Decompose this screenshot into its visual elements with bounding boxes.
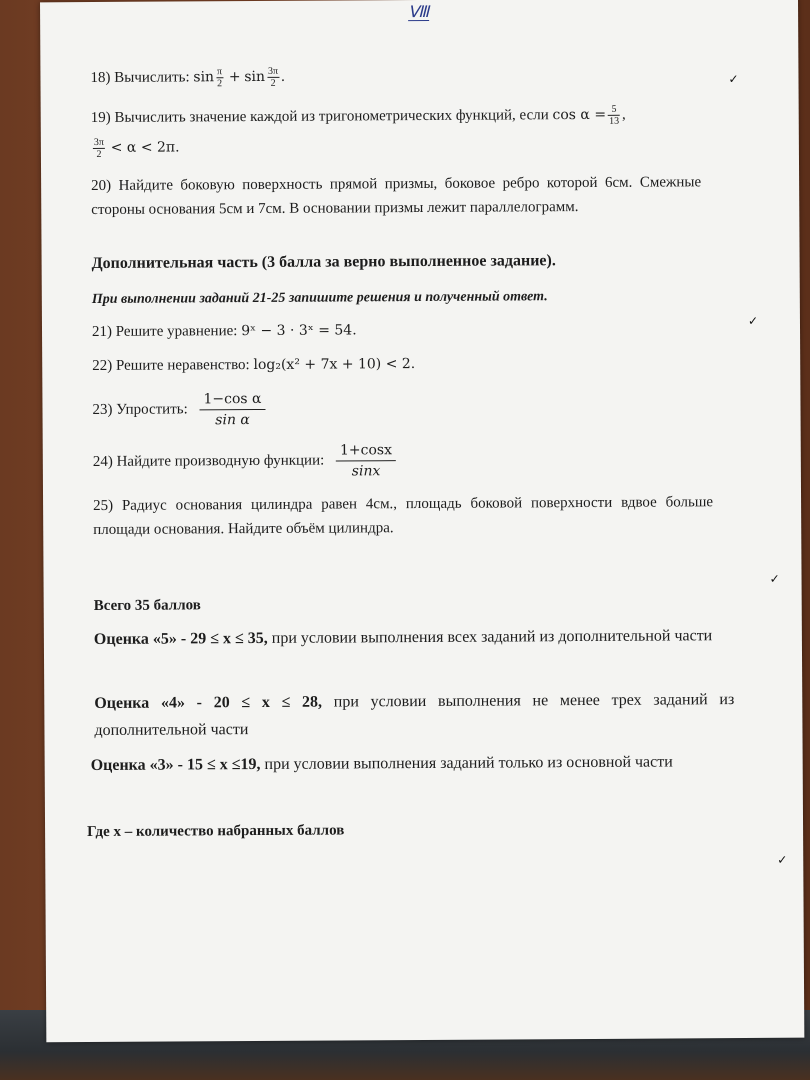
task-19-cos: cos α = xyxy=(552,106,607,124)
extra-instruction: При выполнении заданий 21-25 запишите решения и полученный ответ. xyxy=(91,289,548,308)
task-24 xyxy=(93,438,703,483)
task-25: 25) Радиус основания цилиндра равен 4см., площадь боковой поверхности вдвое больше площади основания. Найдите объём цилиндра. xyxy=(93,494,714,538)
task-19-range-frac: $\frac{3\pi}{2}$ xyxy=(93,136,104,161)
task-18-frac-a: $\frac{\pi}{2}$ xyxy=(216,66,223,90)
task-18-sin-a: sin xyxy=(193,69,215,86)
grade-5 xyxy=(94,622,734,653)
task-21-label: 21) Решите уравнение: xyxy=(91,323,238,341)
extra-heading: Дополнительная часть (3 балла за верно выполненное задание). xyxy=(91,252,556,273)
task-24-fraction: $\frac{1+\cos x}{\sin x}$ xyxy=(336,440,396,481)
task-18-plus: + xyxy=(228,69,241,86)
task-19-range-rest: < α < 2π. xyxy=(110,139,180,156)
grade-4-condition: при условии выполнения не менее трех заданий из дополнительной части xyxy=(94,691,735,739)
task-21 xyxy=(92,316,702,344)
task-22-label: 22) Решите неравенство: xyxy=(92,357,250,375)
task-19: 19) Вычислить значение каждой из тригонометрических функций, если cos α = $\frac{5}{13}$ , xyxy=(90,103,626,127)
task-23-label: 23) Упростить: xyxy=(92,401,188,418)
task-18: 18) Вычислить: sin $\frac{\pi}{2}$ + sin $\frac{3\pi}{2}$ . xyxy=(90,65,285,90)
grade-4-criteria: Оценка «4» - 20 ≤ x ≤ 28, xyxy=(94,693,323,712)
grade-3 xyxy=(91,748,741,779)
header-mark: Ⅷ xyxy=(408,3,430,22)
task-23-fraction: $\frac{\text{1−cos α}}{\text{sin α}}$ xyxy=(199,389,265,430)
grade-4 xyxy=(94,686,734,744)
task-19-label: 19) Вычислить значение каждой из тригонометрических функций, если xyxy=(90,107,549,127)
grade-3-criteria: Оценка «3» - 15 ≤ x ≤19, xyxy=(90,755,261,775)
task-19-range xyxy=(91,132,701,160)
task-22-inequality: log₂(x² + 7x + 10) < 2. xyxy=(253,356,416,374)
tick-mark: ✓ xyxy=(769,571,780,586)
task-20: 20) Найдите боковую поверхность прямой призмы, боковое ребро которой 6см. Смежные стороны основания 5см и 7см. В основании призмы лежит параллелограмм. xyxy=(91,174,702,219)
task-23 xyxy=(92,386,702,431)
task-18-label: 18) Вычислить: xyxy=(90,69,190,87)
grade-5-condition: при условии выполнения всех заданий из дополнительной части xyxy=(271,627,713,647)
task-21-equation: 9ˣ − 3 · 3ˣ = 54. xyxy=(241,322,357,340)
tick-mark: ✓ xyxy=(728,72,739,87)
grade-5-criteria: Оценка «5» - 29 ≤ x ≤ 35, xyxy=(93,629,268,648)
task-18-frac-b: $\frac{3\pi}{2}$ xyxy=(267,65,279,89)
grade-3-condition: при условии выполнения заданий только из основной части xyxy=(264,753,673,773)
task-19-frac: $\frac{5}{13}$ xyxy=(609,103,620,127)
grading-total: Всего 35 баллов xyxy=(93,597,201,614)
grading-note: Где x – количество набранных баллов xyxy=(87,822,345,841)
task-24-label: 24) Найдите производную функции: xyxy=(92,452,325,470)
paper-sheet xyxy=(40,0,804,1042)
tick-mark: ✓ xyxy=(747,313,759,328)
tick-mark: ✓ xyxy=(777,852,788,867)
task-22 xyxy=(92,350,702,378)
task-18-sin-b: sin xyxy=(244,68,266,86)
